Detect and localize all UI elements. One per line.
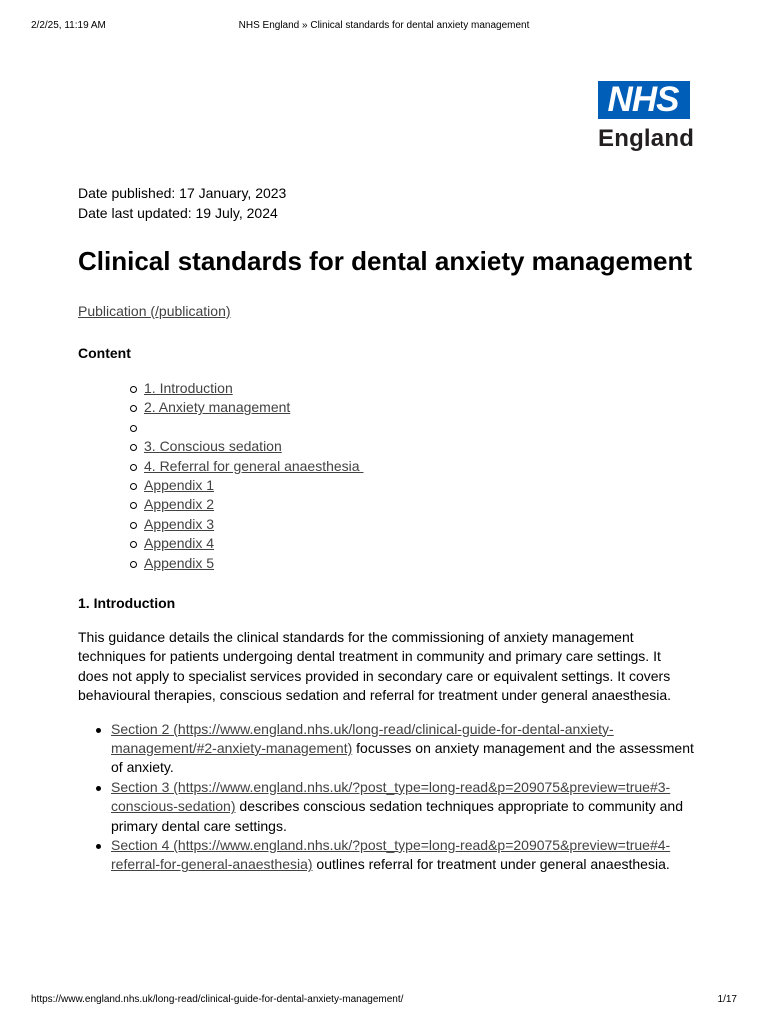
print-datetime: 2/2/25, 11:19 AM	[31, 20, 106, 31]
print-footer	[0, 993, 768, 1007]
section-4-link[interactable]: Section 4 (https://www.england.nhs.uk/?post_type=long-read&p=209075&preview=true#4-referral-for-general-anaesthesia)	[111, 836, 671, 873]
list-item	[111, 836, 701, 875]
intro-paragraph: This guidance details the clinical standards for the commissioning of anxiety management techniques for patients undergoing dental treatment in community and primary care settings. It does not apply to specialist services provided in secondary care or equivalent settings. It covers behavioural therapies, conscious sedation and referral for treatment under general anaesthesia.	[78, 628, 672, 704]
main-content	[78, 183, 698, 875]
toc-link-appendix-2[interactable]: Appendix 2	[144, 496, 215, 513]
bullet-text: outlines referral for treatment under general anaesthesia.	[312, 856, 670, 873]
toc-link-appendix-3[interactable]: Appendix 3	[144, 515, 215, 532]
page-title: Clinical standards for dental anxiety management	[78, 246, 693, 276]
toc-link-introduction[interactable]: 1. Introduction	[144, 380, 233, 396]
toc-link-appendix-1[interactable]: Appendix 1	[144, 476, 215, 493]
list-item	[111, 720, 701, 778]
toc-link-anxiety-management[interactable]: 2. Anxiety management	[144, 399, 291, 416]
print-header	[0, 19, 768, 33]
toc-item	[128, 437, 698, 456]
nhs-logo-box: NHS	[598, 81, 690, 119]
nhs-england-logo[interactable]	[598, 80, 695, 153]
content-heading: Content	[78, 345, 131, 361]
toc-item	[128, 495, 698, 514]
bullet-text: focusses on anxiety management and the assessment of anxiety.	[111, 739, 694, 776]
toc-link-conscious-sedation[interactable]: 3. Conscious sedation	[144, 438, 282, 455]
toc-item	[128, 534, 698, 553]
page-number: 1/17	[717, 994, 737, 1005]
toc-link-referral-general-anaesthesia[interactable]: 4. Referral for general anaesthesia	[144, 457, 364, 474]
date-published: Date published: 17 January, 2023	[78, 185, 287, 201]
section-3-link[interactable]: Section 3 (https://www.england.nhs.uk/?post_type=long-read&p=209075&preview=true#3-conscious-sedation)	[111, 778, 671, 815]
print-page-title: NHS England » Clinical standards for dental anxiety management	[238, 20, 530, 31]
intro-bullet-list	[78, 720, 701, 875]
nhs-logo-subtext: England	[598, 125, 695, 152]
publication-link[interactable]: Publication (/publication)	[78, 303, 231, 319]
toc-item	[128, 457, 698, 476]
toc-item	[128, 476, 698, 495]
toc-item	[128, 554, 698, 573]
toc-item-empty	[128, 418, 698, 437]
toc-item	[128, 379, 698, 398]
toc-item	[128, 398, 698, 417]
list-item	[111, 778, 701, 836]
toc-link-appendix-5[interactable]: Appendix 5	[144, 554, 215, 571]
section-heading-introduction: 1. Introduction	[78, 594, 176, 611]
section-2-link[interactable]: Section 2 (https://www.england.nhs.uk/long-read/clinical-guide-for-dental-anxiety-management/#2-anxiety-management)	[111, 720, 614, 756]
toc-link-appendix-4[interactable]: Appendix 4	[144, 535, 215, 552]
date-updated: Date last updated: 19 July, 2024	[78, 205, 278, 221]
table-of-contents	[78, 379, 698, 573]
bullet-text: describes conscious sedation techniques appropriate to community and primary dental care settings.	[111, 798, 683, 834]
toc-item	[128, 515, 698, 534]
print-url: https://www.england.nhs.uk/long-read/clinical-guide-for-dental-anxiety-management/	[31, 994, 404, 1005]
